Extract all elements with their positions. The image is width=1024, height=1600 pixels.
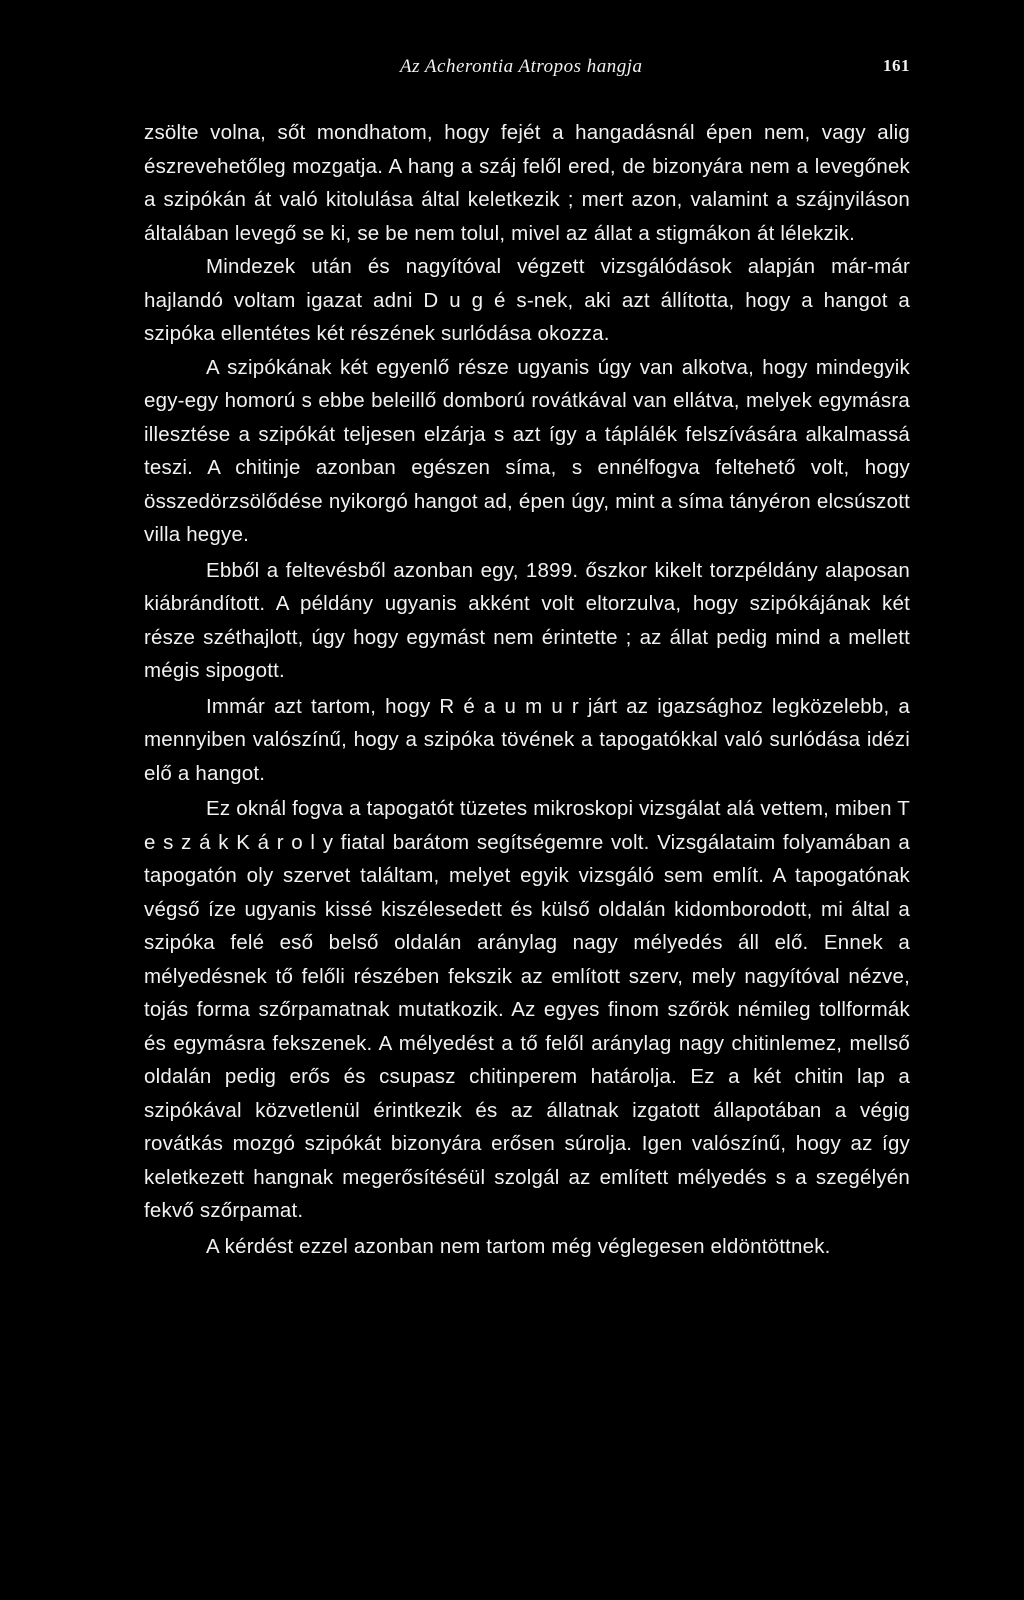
paragraph-3: A szipókának két egyenlő része ugyanis úgy van alkotva, hogy mindegyik egy-egy homorú s ebbe beleillő domború rovátkával van ellátva, melyek egymásra illesztése a szipókát teljesen elzárja s azt így a táplálék felszívására alkalmassá teszi. A chitinje azonban egészen síma, s ennélfogva feltehető volt, hogy összedörzsölődése nyikorgó hangot ad, épen úgy, mint a síma tányéron elcsúszott villa hegye.	[144, 355, 910, 546]
body-text	[144, 116, 910, 1263]
paragraph-7: A kérdést ezzel azonban nem tartom még véglegesen eldöntöttnek.	[206, 1234, 831, 1258]
running-title: Az Acherontia Atropos hangja	[400, 56, 643, 77]
running-head	[400, 56, 910, 84]
paragraph-4: Ebből a feltevésből azonban egy, 1899. őszkor kikelt torzpéldány alaposan kiábrándított. A példány ugyanis akként volt eltorzulva, hogy szipókájának két része széthajlott, úgy hogy egymást nem érintette ; az állat pedig mind a mellett mégis sipogott.	[144, 558, 910, 682]
paragraph-2: Mindezek után és nagyítóval végzett vizsgálódások alapján már-már hajlandó voltam igazat adni D u g é s-nek, aki azt állította, hogy a hangot a szipóka ellentétes két részének surlódása okozza.	[144, 255, 910, 345]
page-number: 161	[883, 56, 910, 75]
paragraph-5: Immár azt tartom, hogy R é a u m u r járt az igazsághoz legközelebb, a mennyiben valószínű, hogy a szipóka tövének a tapogatókkal való surlódása idézi elő a hangot.	[144, 694, 910, 785]
paragraph-6: Ez oknál fogva a tapogatót tüzetes mikroskopi vizsgálat alá vettem, miben T e s z á k K á r o l y fiatal barátom segítségemre volt. Vizsgálataim folyamában a tapogatón oly szervet találtam, melyet egyik vizsgáló sem említ. A tapogatónak végső íze ugyanis kissé kiszélesedett és külső oldalán kidomborodott, mi által a szipóka felé eső belső oldalán aránylag nagy mélyedés áll elő. Ennek a mélyedésnek tő felőli részében fekszik az említott szerv, mely nagyítóval nézve, tojás forma szőrpamatnak mutatkozik. Az egyes finom szőrök némileg tollformák és egymásra fekszenek. A mélyedést a tő felől aránylag nagy chitinlemez, mellső oldalán pedig erős és csupasz chitinperem határolja. Ez a két chitin lap a szipókával közvetlenül érintkezik és az állatnak izgatott állapotában a végig rovátkás mozgó szipókát bizonyára erősen súrolja. Igen valószínű, hogy az így keletkezett hangnak megerősítéséül szolgál az említett mélyedés s a szegélyén fekvő szőrpamat.	[144, 797, 911, 1222]
paragraph-1: zsölte volna, sőt mondhatom, hogy fejét a hangadásnál épen nem, vagy alig észrevehetőleg mozgatja. A hang a száj felől ered, de bizonyára nem a levegőnek a szipókán át való kitolulása által keletkezik ; mert azon, valamint a szájnyiláson általában levegő se ki, se be nem tolul, mivel az állat a stigmákon át lélekzik.	[144, 121, 910, 245]
